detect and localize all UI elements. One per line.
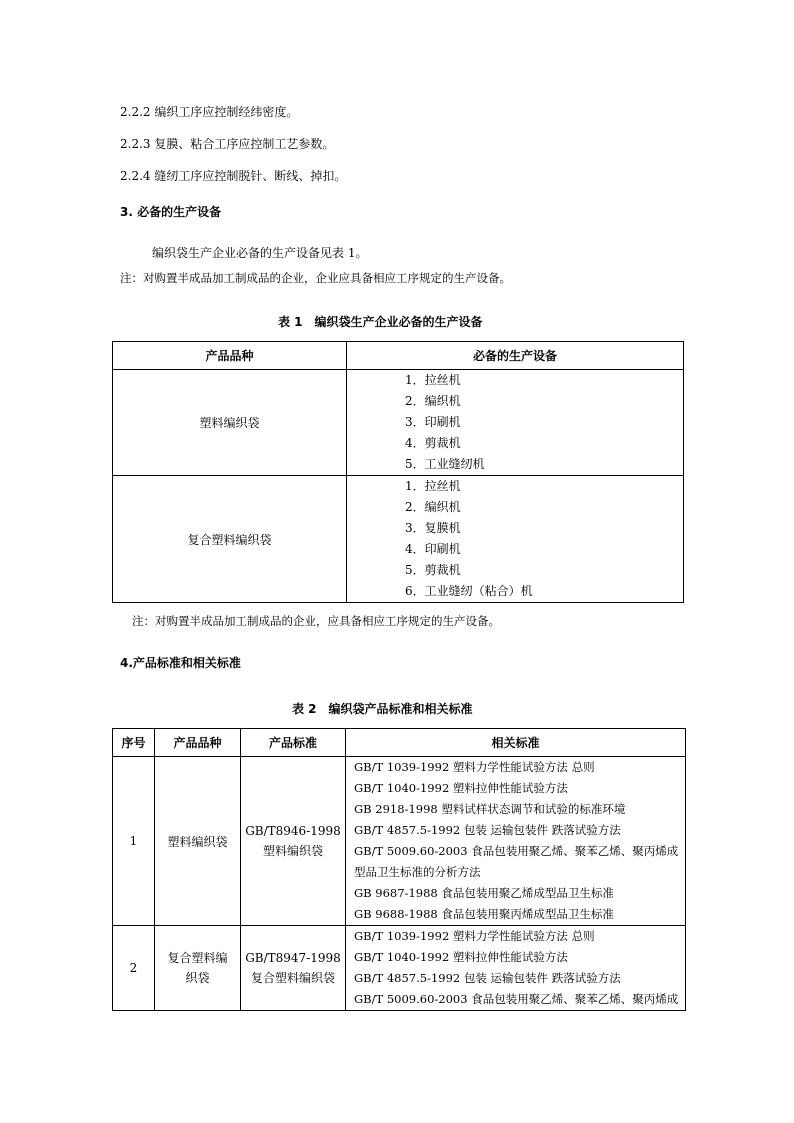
list-item: GB/T 1040-1992 塑料拉伸性能试验方法 — [354, 950, 568, 964]
clause-2-2-3: 2.2.3 复膜、粘合工序应控制工艺参数。 — [120, 137, 335, 151]
table2-header-no: 序号 — [113, 729, 155, 757]
table2-header-product: 产品品种 — [155, 729, 241, 757]
table1-equipment-cell — [347, 370, 684, 476]
note-top: 注：对购置半成品加工制成品的企业，企业应具备相应工序规定的生产设备。 — [120, 271, 511, 285]
list-item: 2．编织机 — [405, 500, 461, 514]
list-item: GB/T 4857.5-1992 包装 运输包装件 跌落试验方法 — [354, 971, 621, 985]
list-item: 5．剪裁机 — [405, 563, 461, 577]
list-item: 6．工业缝纫（粘合）机 — [405, 584, 533, 598]
table2-product-cell — [155, 926, 241, 1011]
list-item: 2．编织机 — [405, 394, 461, 408]
product-name-line: 织袋 — [185, 971, 210, 985]
standard-code: GB/T8947-1998 — [245, 951, 341, 965]
table2-product-cell: 塑料编织袋 — [155, 757, 241, 926]
section-4-heading: 4.产品标准和相关标准 — [120, 656, 241, 670]
list-item: GB 9688-1988 食品包装用聚丙烯成型品卫生标准 — [354, 907, 614, 921]
table2-caption: 表 2 编织袋产品标准和相关标准 — [292, 702, 473, 716]
table2-header-related: 相关标准 — [346, 729, 686, 757]
table2-standard-cell — [241, 926, 346, 1011]
table-row — [113, 476, 684, 603]
table1-header-product: 产品品种 — [113, 342, 347, 370]
table2-no-cell: 1 — [113, 757, 155, 926]
list-item: 5．工业缝纫机 — [405, 457, 485, 471]
list-item: GB/T 5009.60-2003 食品包装用聚乙烯、聚苯乙烯、聚丙烯成 — [354, 844, 679, 858]
clause-2-2-4: 2.2.4 缝纫工序应控制脱针、断线、掉扣。 — [120, 169, 347, 183]
table1-product-cell: 复合塑料编织袋 — [113, 476, 347, 603]
list-item: 4．剪裁机 — [405, 436, 461, 450]
table-row — [113, 370, 684, 476]
product-name-line: 复合塑料编 — [167, 951, 228, 965]
table-row — [113, 926, 686, 1011]
table1-caption: 表 1 编织袋生产企业必备的生产设备 — [278, 315, 483, 329]
list-item: GB 9687-1988 食品包装用聚乙烯成型品卫生标准 — [354, 886, 614, 900]
list-item: GB/T 1039-1992 塑料力学性能试验方法 总则 — [354, 760, 595, 774]
list-item: GB/T 1040-1992 塑料拉伸性能试验方法 — [354, 781, 568, 795]
note-bottom: 注：对购置半成品加工制成品的企业，应具备相应工序规定的生产设备。 — [132, 614, 500, 628]
standard-name: 塑料编织袋 — [262, 844, 323, 858]
list-item: GB/T 1039-1992 塑料力学性能试验方法 总则 — [354, 929, 595, 943]
list-item: 1．拉丝机 — [405, 479, 461, 493]
list-item: GB 2918-1998 塑料试样状态调节和试验的标准环境 — [354, 802, 626, 816]
table2-related-cell — [346, 757, 686, 926]
table2-header-standard: 产品标准 — [241, 729, 346, 757]
list-item: 1．拉丝机 — [405, 373, 461, 387]
section-3-intro: 编织袋生产企业必备的生产设备见表 1。 — [152, 246, 368, 260]
table2-header-row — [113, 729, 686, 757]
standard-name: 复合塑料编织袋 — [250, 971, 335, 985]
table2-no-cell: 2 — [113, 926, 155, 1011]
table-row — [113, 757, 686, 926]
list-item: 4．印刷机 — [405, 542, 461, 556]
table1-equipment-cell — [347, 476, 684, 603]
list-item: 3．复膜机 — [405, 521, 461, 535]
table2-standard-cell — [241, 757, 346, 926]
standard-code: GB/T8946-1998 — [245, 824, 341, 838]
table1-header-equipment: 必备的生产设备 — [347, 342, 684, 370]
section-3-heading: 3. 必备的生产设备 — [120, 205, 222, 219]
clause-2-2-2: 2.2.2 编织工序应控制经纬密度。 — [120, 105, 299, 119]
list-item: 3．印刷机 — [405, 415, 461, 429]
table1-header-row — [113, 342, 684, 370]
table2 — [112, 728, 686, 1011]
table2-related-cell — [346, 926, 686, 1011]
table1 — [112, 341, 684, 603]
list-item: 型品卫生标准的分析方法 — [354, 865, 481, 879]
list-item: GB/T 5009.60-2003 食品包装用聚乙烯、聚苯乙烯、聚丙烯成 — [354, 992, 679, 1006]
table1-product-cell: 塑料编织袋 — [113, 370, 347, 476]
list-item: GB/T 4857.5-1992 包装 运输包装件 跌落试验方法 — [354, 823, 621, 837]
